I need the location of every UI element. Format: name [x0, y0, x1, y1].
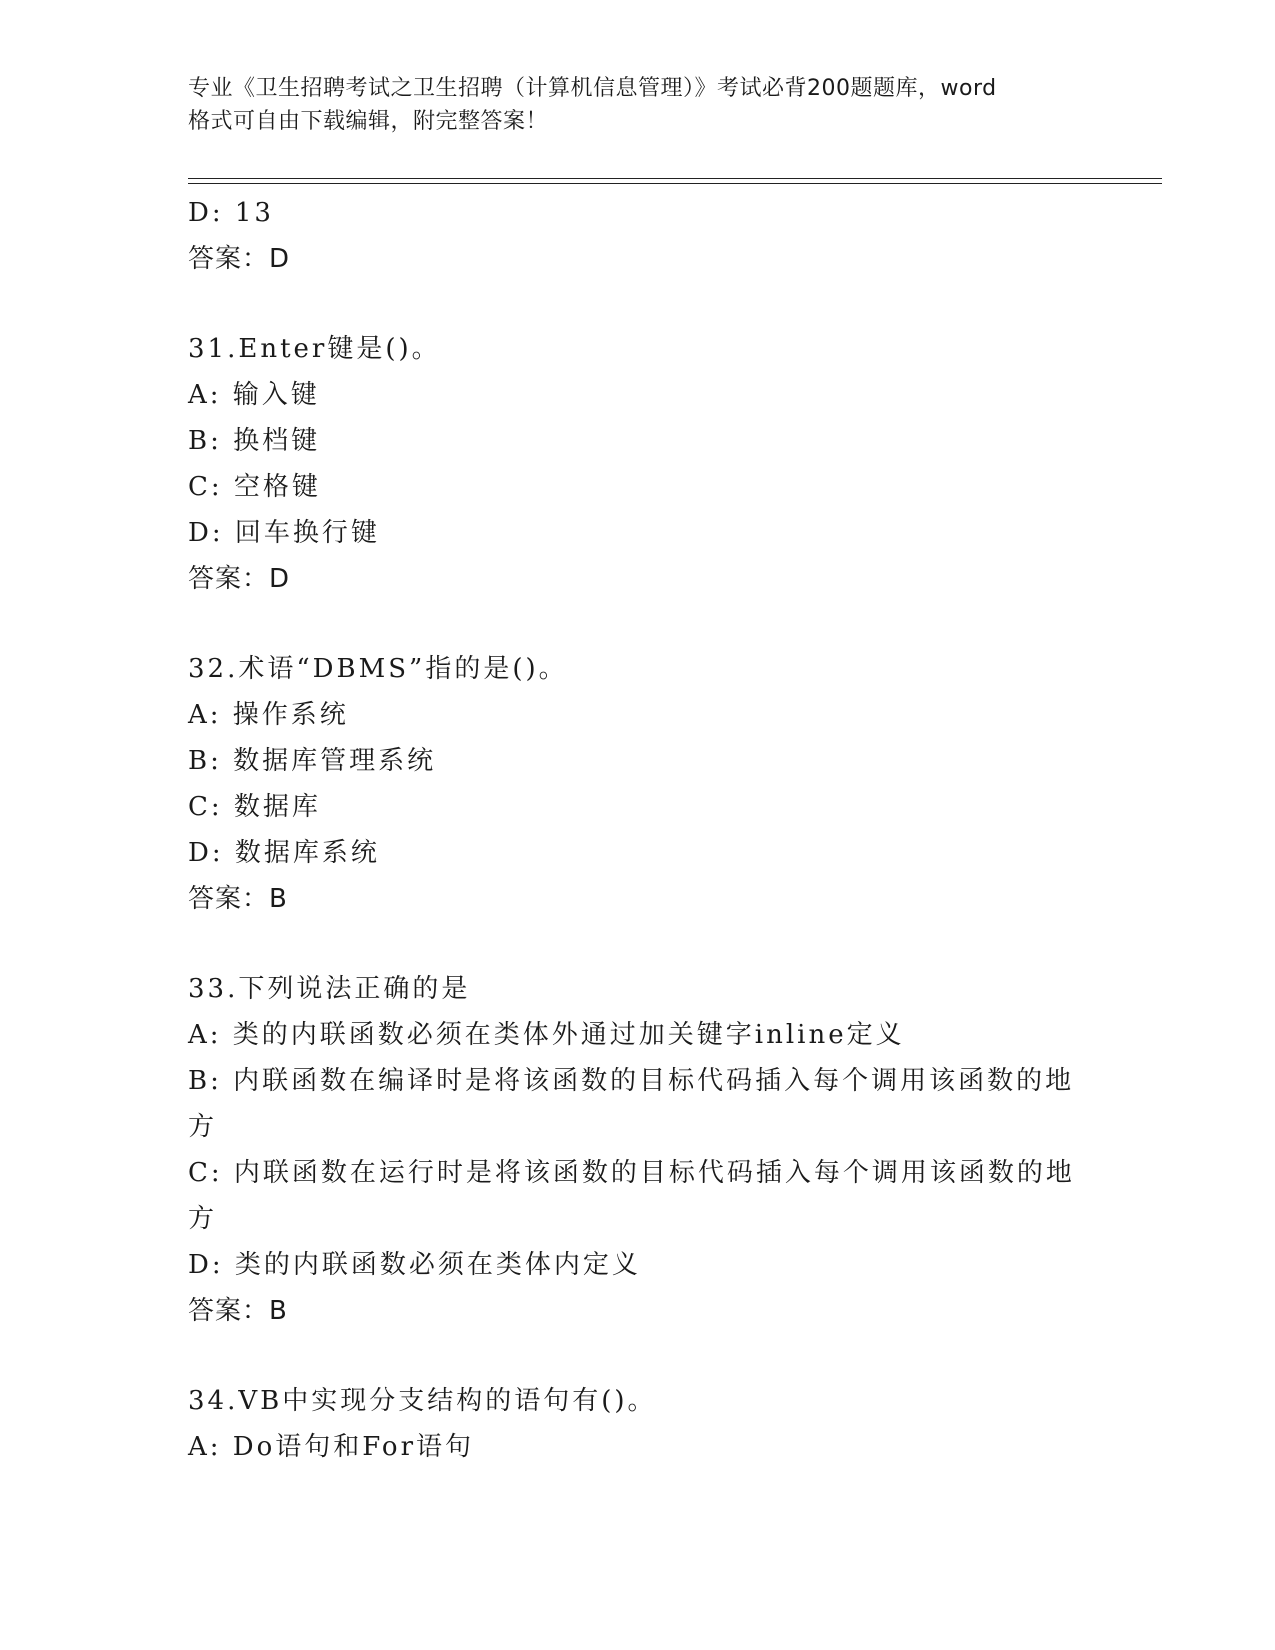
answer: 答案：B: [188, 1296, 288, 1326]
document-header: [188, 72, 1088, 138]
question-32: [188, 646, 1088, 922]
header-line-1: 专业《卫生招聘考试之卫生招聘（计算机信息管理）》考试必背200题题库，word: [188, 76, 997, 101]
question-list: [188, 190, 1088, 1470]
option-c: C: 数据库: [188, 792, 321, 822]
prev-answer: 答案：D: [188, 244, 291, 274]
option-a: A: 输入键: [188, 380, 320, 410]
question-34: [188, 1378, 1088, 1470]
option-c: C: 内联函数在运行时是将该函数的目标代码插入每个调用该函数的地方: [188, 1158, 1075, 1234]
option-c: C: 空格键: [188, 472, 321, 502]
answer: 答案：D: [188, 564, 291, 594]
prev-option-d: D: 13: [188, 198, 274, 228]
option-d: D: 数据库系统: [188, 838, 380, 868]
question-stem: 33.下列说法正确的是: [188, 974, 471, 1004]
question-31: [188, 326, 1088, 602]
header-divider-top: [188, 178, 1162, 179]
option-a: A: Do语句和For语句: [188, 1432, 475, 1462]
option-d: D: 类的内联函数必须在类体内定义: [188, 1250, 641, 1280]
question-stem: 32.术语“DBMS”指的是()。: [188, 654, 568, 684]
option-a: A: 类的内联函数必须在类体外通过加关键字inline定义: [188, 1020, 905, 1050]
option-b: B: 内联函数在编译时是将该函数的目标代码插入每个调用该函数的地方: [188, 1066, 1075, 1142]
header-line-2: 格式可自由下载编辑，附完整答案！: [188, 109, 549, 134]
question-stem: 34.VB中实现分支结构的语句有()。: [188, 1386, 657, 1416]
question-stem: 31.Enter键是()。: [188, 334, 441, 364]
option-b: B: 换档键: [188, 426, 321, 456]
question-33: [188, 966, 1088, 1334]
option-d: D: 回车换行键: [188, 518, 380, 548]
answer: 答案：B: [188, 884, 288, 914]
header-divider-bottom: [188, 183, 1162, 184]
option-b: B: 数据库管理系统: [188, 746, 437, 776]
option-a: A: 操作系统: [188, 700, 349, 730]
